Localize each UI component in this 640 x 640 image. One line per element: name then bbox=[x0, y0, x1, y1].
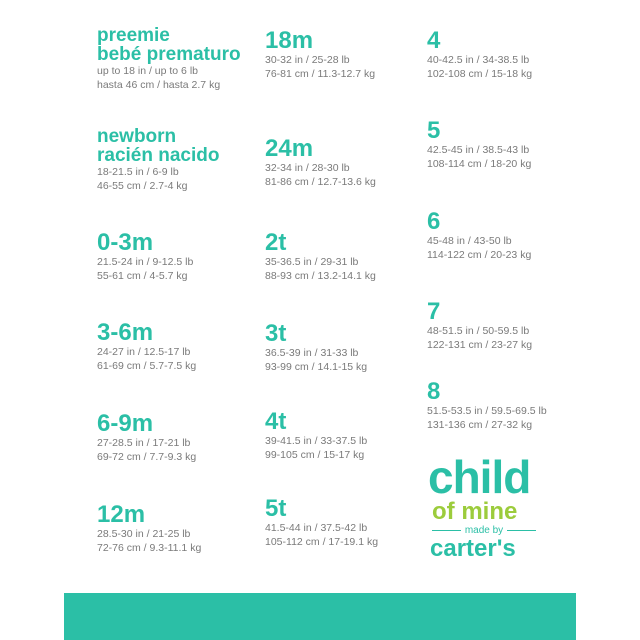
size-title: 0-3m bbox=[97, 229, 154, 256]
size-imperial: 18-21.5 in / 6-9 lb bbox=[97, 166, 179, 178]
size-block-7 bbox=[427, 300, 532, 352]
size-title: newborn bbox=[97, 126, 177, 147]
logo-rule-right bbox=[507, 530, 536, 531]
size-block-4t bbox=[265, 410, 367, 462]
size-title: 4t bbox=[265, 408, 287, 435]
size-imperial: 42.5-45 in / 38.5-43 lb bbox=[427, 144, 530, 156]
size-metric: 114-122 cm / 20-23 kg bbox=[427, 249, 532, 261]
size-imperial: 28.5-30 in / 21-25 lb bbox=[97, 528, 191, 540]
size-title: 5 bbox=[427, 117, 441, 144]
size-imperial: 30-32 in / 25-28 lb bbox=[265, 54, 350, 66]
size-metric: 72-76 cm / 9.3-11.1 kg bbox=[97, 542, 202, 554]
size-imperial: 51.5-53.5 in / 59.5-69.5 lb bbox=[427, 405, 547, 417]
size-block-24m bbox=[265, 137, 376, 189]
size-metric: 76-81 cm / 11.3-12.7 kg bbox=[265, 68, 376, 80]
size-title: 3-6m bbox=[97, 319, 154, 346]
size-metric: hasta 46 cm / hasta 2.7 kg bbox=[97, 79, 221, 91]
size-title: 8 bbox=[427, 378, 441, 405]
size-imperial: 24-27 in / 12.5-17 lb bbox=[97, 346, 191, 358]
size-imperial: 21.5-24 in / 9-12.5 lb bbox=[97, 256, 194, 268]
footer-band bbox=[64, 593, 576, 640]
size-metric: 93-99 cm / 14.1-15 kg bbox=[265, 361, 368, 373]
size-title: 2t bbox=[265, 229, 287, 256]
size-title: 18m bbox=[265, 27, 314, 54]
size-block-2t bbox=[265, 231, 376, 283]
size-metric: 99-105 cm / 15-17 kg bbox=[265, 449, 365, 461]
size-imperial: 35-36.5 in / 29-31 lb bbox=[265, 256, 359, 268]
size-title: 7 bbox=[427, 298, 441, 325]
logo-carters-text: carter's bbox=[430, 535, 516, 562]
logo-rule-left bbox=[432, 530, 461, 531]
size-metric: 108-114 cm / 18-20 kg bbox=[427, 158, 532, 170]
size-metric: 61-69 cm / 5.7-7.5 kg bbox=[97, 360, 197, 372]
size-imperial: 40-42.5 in / 34-38.5 lb bbox=[427, 54, 530, 66]
size-title: 4 bbox=[427, 27, 441, 54]
size-block-12m bbox=[97, 503, 201, 555]
size-imperial: 32-34 in / 28-30 lb bbox=[265, 162, 350, 174]
size-metric: 88-93 cm / 13.2-14.1 kg bbox=[265, 270, 376, 282]
size-title-spanish: bebé prematuro bbox=[97, 44, 241, 65]
size-metric: 46-55 cm / 2.7-4 kg bbox=[97, 180, 188, 192]
size-title: 6-9m bbox=[97, 410, 154, 437]
size-title-spanish: racién nacido bbox=[97, 145, 220, 166]
size-imperial: 36.5-39 in / 31-33 lb bbox=[265, 347, 359, 359]
size-block-0-3m bbox=[97, 231, 193, 283]
size-title: 12m bbox=[97, 501, 146, 528]
size-block-3-6m bbox=[97, 321, 196, 373]
size-title: 24m bbox=[265, 135, 314, 162]
size-block-6-9m bbox=[97, 412, 196, 464]
size-imperial: 39-41.5 in / 33-37.5 lb bbox=[265, 435, 368, 447]
size-block-newborn bbox=[97, 127, 220, 193]
size-title: 6 bbox=[427, 208, 441, 235]
size-block-18m bbox=[265, 29, 375, 81]
size-metric: 102-108 cm / 15-18 kg bbox=[427, 68, 533, 80]
logo-child-text: child bbox=[428, 451, 531, 503]
size-imperial: 48-51.5 in / 50-59.5 lb bbox=[427, 325, 530, 337]
size-title: preemie bbox=[97, 25, 170, 46]
size-title: 3t bbox=[265, 320, 287, 347]
size-title: 5t bbox=[265, 495, 287, 522]
child-of-mine-logo bbox=[428, 451, 568, 562]
size-metric: 105-112 cm / 17-19.1 kg bbox=[265, 536, 379, 548]
size-block-6 bbox=[427, 210, 531, 262]
size-metric: 122-131 cm / 23-27 kg bbox=[427, 339, 533, 351]
size-block-3t bbox=[265, 322, 367, 374]
size-block-8 bbox=[427, 380, 547, 432]
size-metric: 81-86 cm / 12.7-13.6 kg bbox=[265, 176, 376, 188]
size-imperial: 27-28.5 in / 17-21 lb bbox=[97, 437, 191, 449]
size-imperial: 45-48 in / 43-50 lb bbox=[427, 235, 512, 247]
size-metric: 69-72 cm / 7.7-9.3 kg bbox=[97, 451, 197, 463]
size-imperial: 41.5-44 in / 37.5-42 lb bbox=[265, 522, 368, 534]
size-block-preemie bbox=[97, 26, 241, 92]
logo-of-mine-text: of mine bbox=[432, 498, 518, 525]
size-block-4 bbox=[427, 29, 532, 81]
size-block-5t bbox=[265, 497, 378, 549]
size-block-5 bbox=[427, 119, 531, 171]
size-imperial: up to 18 in / up to 6 lb bbox=[97, 65, 198, 77]
logo-made-by-text: made by bbox=[464, 525, 504, 536]
size-metric: 55-61 cm / 4-5.7 kg bbox=[97, 270, 188, 282]
size-metric: 131-136 cm / 27-32 kg bbox=[427, 419, 533, 431]
